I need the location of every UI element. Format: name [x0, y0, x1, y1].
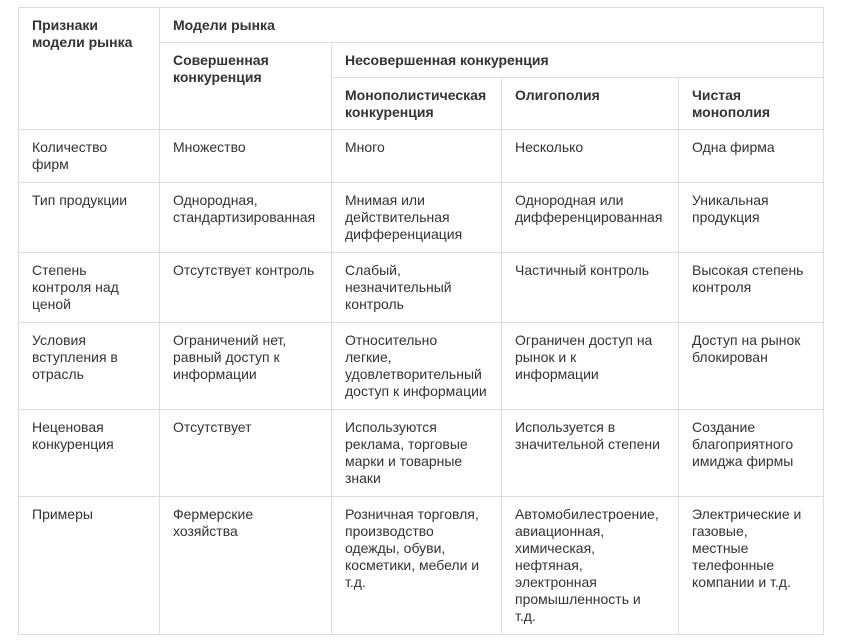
cell-monopoly: Создание благоприятного имиджа фирмы — [679, 410, 824, 497]
header-oligopoly: Олигополия — [502, 78, 679, 130]
cell-feature: Условия вступления в отрасль — [19, 323, 160, 410]
cell-feature: Тип продукции — [19, 183, 160, 253]
cell-perfect: Однородная, стандартизированная — [160, 183, 332, 253]
header-perfect: Совершенная конкуренция — [160, 43, 332, 130]
cell-oligopoly: Частичный контроль — [502, 253, 679, 323]
cell-oligopoly: Используется в значительной степени — [502, 410, 679, 497]
cell-perfect: Отсутствует — [160, 410, 332, 497]
cell-monopoly: Электрические и газовые, местные телефонные компании и т.д. — [679, 497, 824, 635]
cell-monopolistic: Много — [332, 130, 502, 183]
table-row — [19, 497, 824, 635]
table-row — [19, 253, 824, 323]
header-row-1 — [19, 8, 824, 43]
cell-monopoly: Одна фирма — [679, 130, 824, 183]
header-features: Признаки модели рынка — [19, 8, 160, 130]
header-monopoly: Чистая монополия — [679, 78, 824, 130]
cell-monopoly: Уникальная продукция — [679, 183, 824, 253]
cell-feature: Примеры — [19, 497, 160, 635]
table-row — [19, 130, 824, 183]
cell-oligopoly: Однородная или дифференцированная — [502, 183, 679, 253]
cell-oligopoly: Автомобилестроение, авиационная, химическая, нефтяная, электронная промышленность и т.д. — [502, 497, 679, 635]
cell-oligopoly: Ограничен доступ на рынок и к информации — [502, 323, 679, 410]
cell-perfect: Отсутствует контроль — [160, 253, 332, 323]
cell-monopolistic: Розничная торговля, производство одежды, обуви, косметики, мебели и т.д. — [332, 497, 502, 635]
cell-perfect: Фермерские хозяйства — [160, 497, 332, 635]
cell-monopolistic: Слабый, незначительный контроль — [332, 253, 502, 323]
cell-feature: Неценовая конкуренция — [19, 410, 160, 497]
table-row — [19, 183, 824, 253]
table-row — [19, 323, 824, 410]
cell-monopolistic: Относительно легкие, удовлетворительный доступ к информации — [332, 323, 502, 410]
header-imperfect: Несовершенная конкуренция — [332, 43, 824, 78]
cell-perfect: Ограничений нет, равный доступ к информации — [160, 323, 332, 410]
market-models-table — [18, 7, 824, 635]
cell-monopolistic: Мнимая или действительная дифференциация — [332, 183, 502, 253]
cell-feature: Количество фирм — [19, 130, 160, 183]
cell-perfect: Множество — [160, 130, 332, 183]
cell-monopoly: Высокая степень контроля — [679, 253, 824, 323]
cell-monopoly: Доступ на рынок блокирован — [679, 323, 824, 410]
cell-feature: Степень контроля над ценой — [19, 253, 160, 323]
table-row — [19, 410, 824, 497]
cell-oligopoly: Несколько — [502, 130, 679, 183]
header-monopolistic: Монополистическая конкуренция — [332, 78, 502, 130]
header-models: Модели рынка — [160, 8, 824, 43]
cell-monopolistic: Используются реклама, торговые марки и товарные знаки — [332, 410, 502, 497]
